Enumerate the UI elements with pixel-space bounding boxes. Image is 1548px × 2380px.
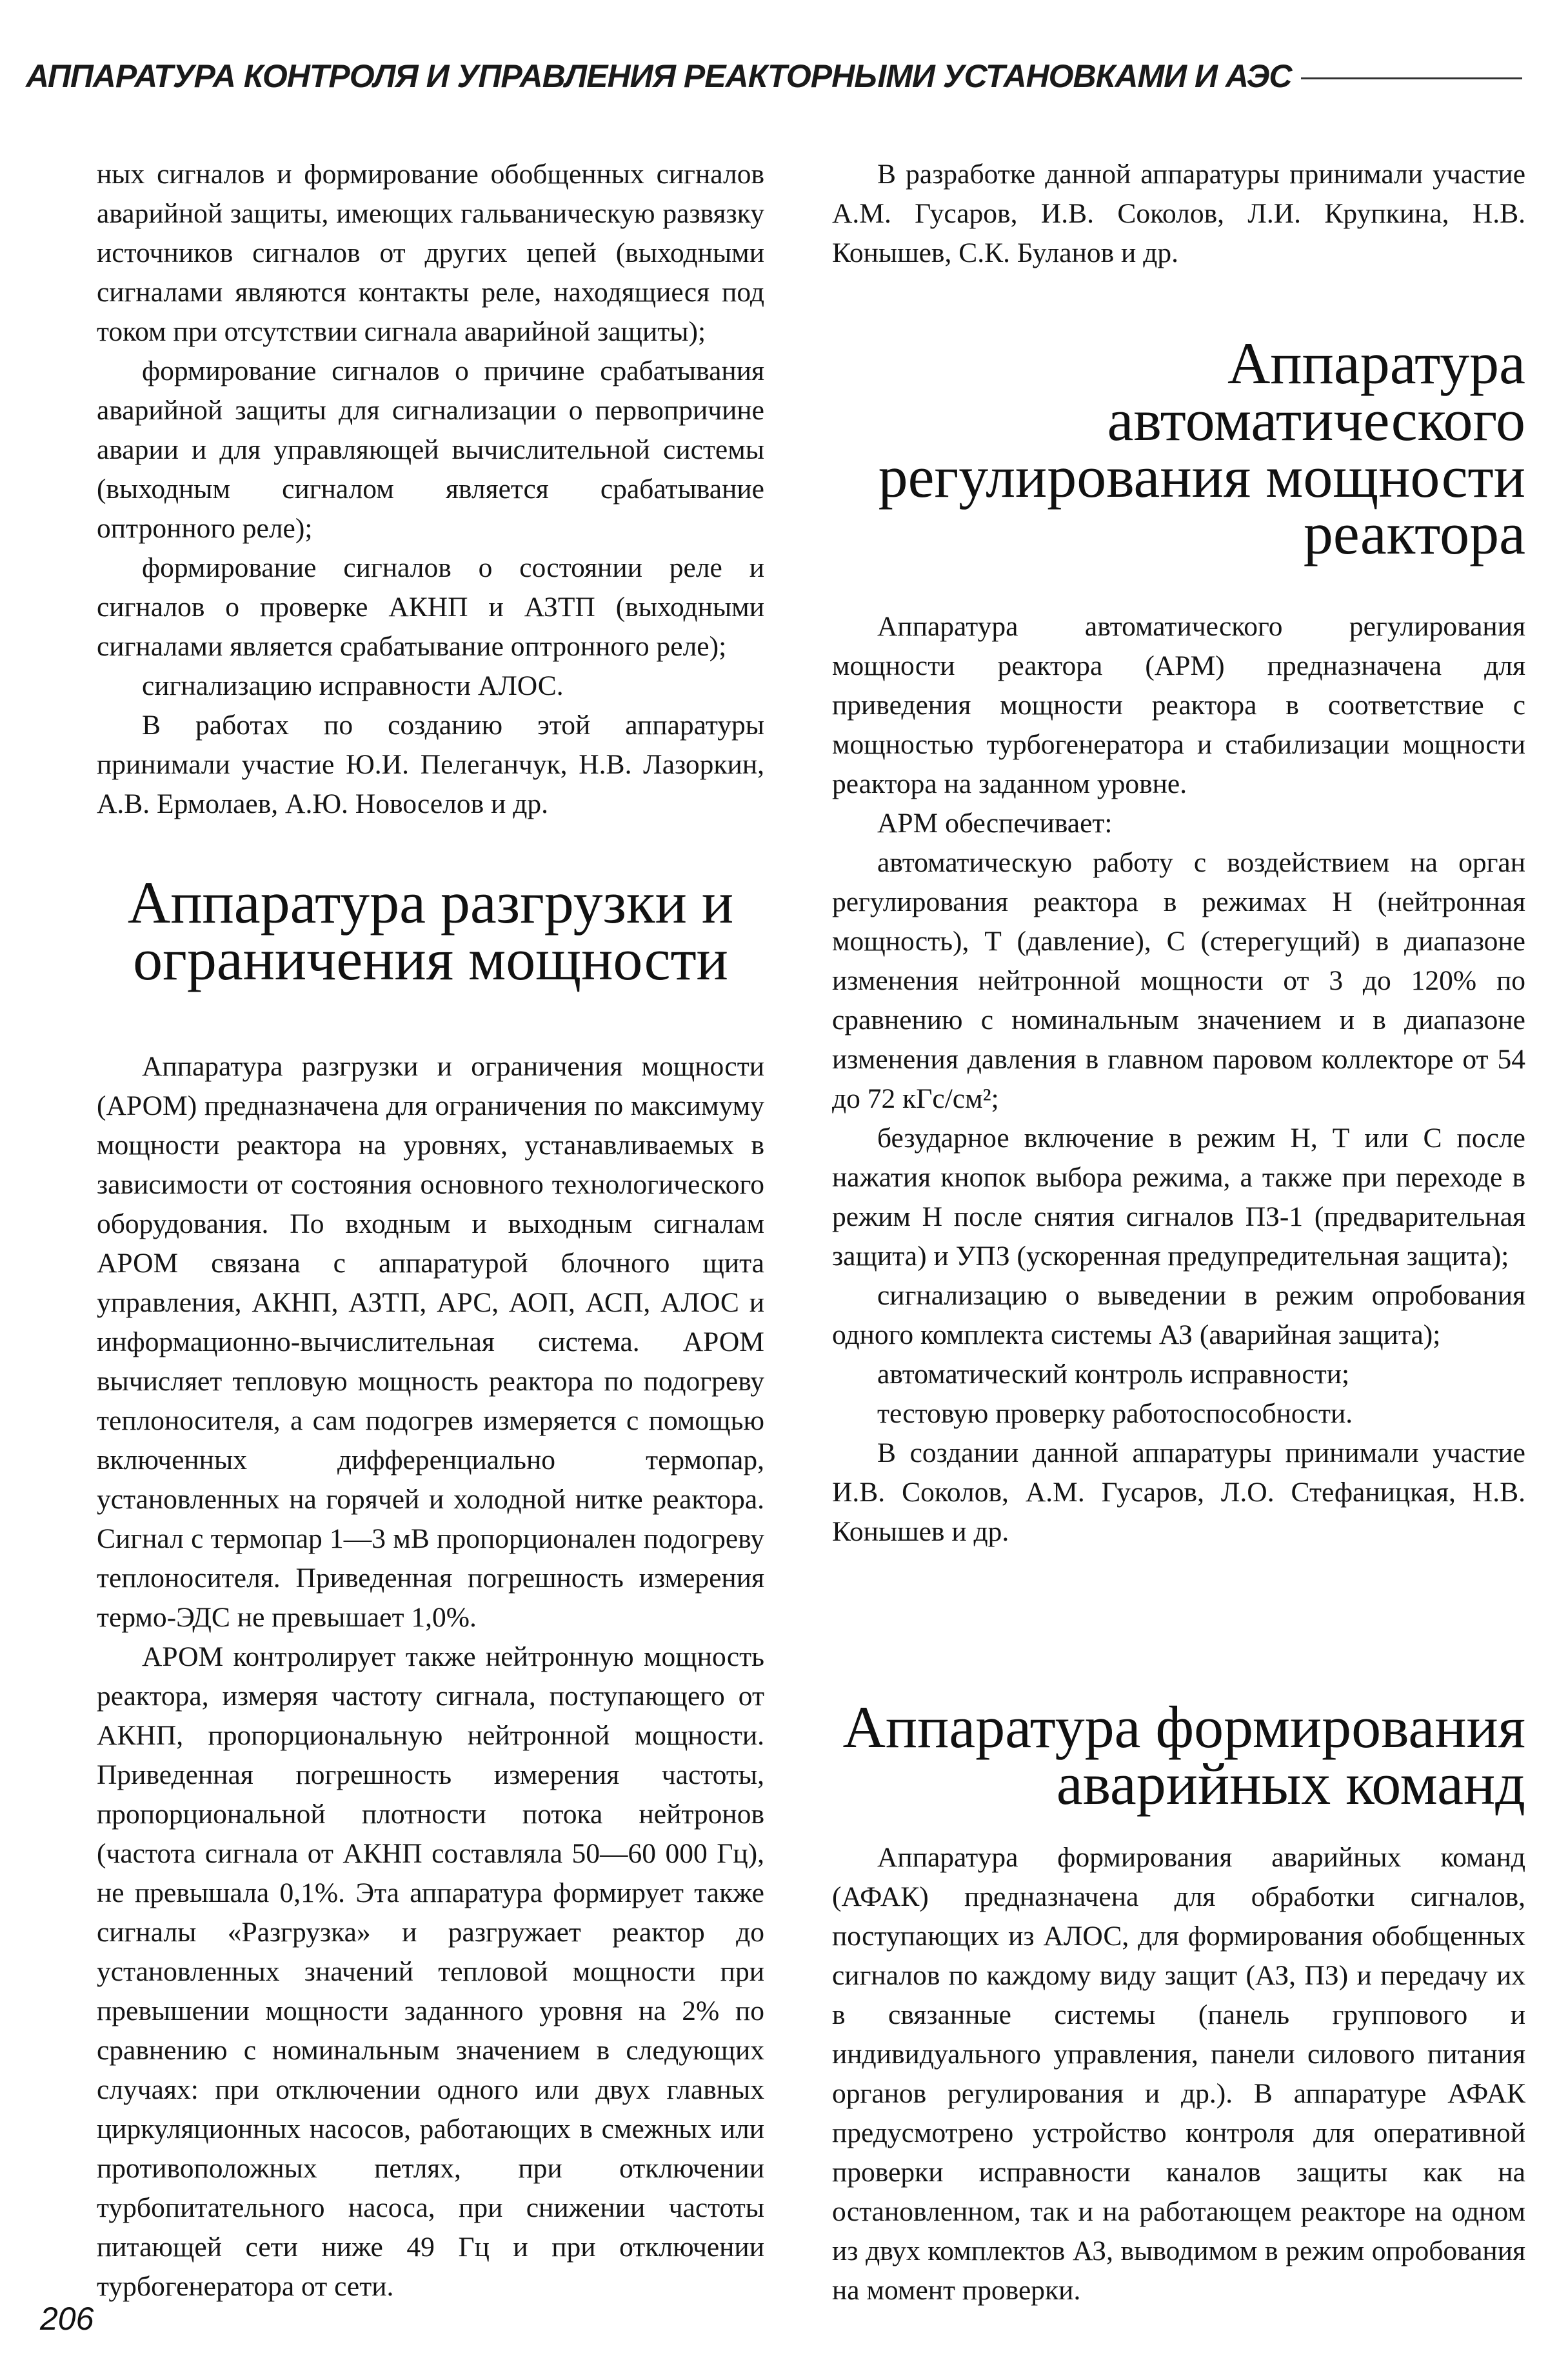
- paragraph: безударное включение в режим Н, Т или С после нажатия кнопок выбора режима, а также при переходе в режим Н после снятия сигналов ПЗ-1 (предварительная защита) и УПЗ (ускоренная предупредительная защита);: [832, 1123, 1525, 1272]
- paragraph: формирование сигналов о причине срабатывания аварийной защиты для сигнализации о первопричине аварии и для управляющей вычислительной системы (выходным сигналом является срабатывание оптронного реле);: [97, 355, 764, 544]
- paragraph: сигнализацию о выведении в режим опробования одного комплекта системы АЗ (аварийная защита);: [832, 1280, 1525, 1350]
- paragraph: сигнализацию исправности АЛОС.: [142, 670, 564, 701]
- paragraph: автоматическую работу с воздействием на орган регулирования реактора в режимах Н (нейтронная мощность), Т (давление), С (стерегущий) в диапазоне изменения нейтронной мощности от 3 до 120% по сравнению с номинальным значением и в диапазоне изменения давления в главном паровом коллекторе от 54 до 72 кГс/см²;: [832, 847, 1525, 1114]
- section-heading-arom: Аппаратура разгрузки и ограничения мощности: [127, 870, 734, 992]
- paragraph: В создании данной аппаратуры принимали участие И.В. Соколов, А.М. Гусаров, Л.О. Стефаницкая, Н.В. Конышев и др.: [832, 1437, 1525, 1547]
- paragraph: АРОМ контролирует также нейтронную мощность реактора, измеряя частоту сигнала, поступающего от АКНП, пропорциональную нейтронной мощности. Приведенная погрешность измерения частоты, пропорциональной плотности потока нейтронов (частота сигнала от АКНП составляла 50—60 000 Гц), не превышала 0,1%. Эта аппаратура формирует также сигналы «Разгрузка» и разгружает реактор до установленных значений тепловой мощности при превышении мощности заданного уровня на 2% по сравнению с номинальным значением в следующих случаях: при отключении одного или двух главных циркуляционных насосов, работающих в смежных или противоположных петлях, при отключении турбопитательного насоса, при снижении частоты питающей сети ниже 49 Гц и при отключении турбогенератора от сети.: [97, 1641, 764, 2302]
- running-header: [26, 50, 1522, 102]
- paragraph: формирование сигналов о состоянии реле и сигналов о проверке АКНП и АЗТП (выходными сигналами является срабатывание оптронного реле);: [97, 552, 764, 662]
- paragraph: Аппаратура формирования аварийных команд (АФАК) предназначена для обработки сигналов, поступающих из АЛОС, для формирования обобщенных сигналов по каждому виду защит (АЗ, ПЗ) и передачу их в связанные системы (панель группового и индивидуального управления, панели силового питания органов регулирования и др.). В аппаратуре АФАК предусмотрено устройство контроля для оперативной проверки исправности каналов защиты как на остановленном, так и на работающем реакторе на одном из двух комплектов АЗ, выводимом в режим опробования на момент проверки.: [832, 1842, 1525, 2306]
- paragraph: АРМ обеспечивает:: [877, 808, 1113, 839]
- paragraph: В разработке данной аппаратуры принимали участие А.М. Гусаров, И.В. Соколов, Л.И. Крупкина, Н.В. Конышев, С.К. Буланов и др.: [832, 159, 1525, 268]
- paragraph: Аппаратура автоматического регулирования мощности реактора (АРМ) предназначена для приведения мощности реактора в соответствие с мощностью турбогенератора и стабилизации мощности реактора на заданном уровне.: [832, 611, 1525, 799]
- section-heading-afak: Аппаратура формирования аварийных команд: [842, 1694, 1525, 1817]
- paragraph: автоматический контроль исправности;: [877, 1359, 1350, 1390]
- header-rule: [1301, 77, 1522, 79]
- section-heading-arm: Аппаратура автоматического регулирования мощности реактора: [878, 330, 1525, 566]
- paragraph: Аппаратура разгрузки и ограничения мощности (АРОМ) предназначена для ограничения по максимуму мощности реактора на уровнях, устанавливаемых в зависимости от состояния основного технологического оборудования. По входным и выходным сигналам АРОМ связана с аппаратурой блочного щита управления, АКНП, АЗТП, АРС, АОП, АСП, АЛОС и информационно-вычислительная система. АРОМ вычисляет тепловую мощность реактора по подогреву теплоносителя, а сам подогрев измеряется с помощью включенных дифференциально термопар, установленных на горячей и холодной нитке реактора. Сигнал с термопар 1—3 мВ пропорционален подогреву теплоносителя. Приведенная погрешность измерения термо-ЭДС не превышает 1,0%.: [97, 1051, 764, 1633]
- page-number: 206: [40, 2301, 94, 2337]
- right-column: [832, 155, 1525, 2310]
- running-header-title: АППАРАТУРА КОНТРОЛЯ И УПРАВЛЕНИЯ РЕАКТОРНЫМИ УСТАНОВКАМИ И АЭС: [26, 58, 1292, 94]
- left-column: [97, 155, 764, 2306]
- paragraph: ных сигналов и формирование обобщенных сигналов аварийной защиты, имеющих гальваническую развязку источников сигналов от других цепей (выходными сигналами являются контакты реле, находящиеся под током при отсутствии сигнала аварийной защиты);: [97, 159, 764, 347]
- paragraph: В работах по созданию этой аппаратуры принимали участие Ю.И. Пелеганчук, Н.В. Лазоркин, А.В. Ермолаев, А.Ю. Новоселов и др.: [97, 710, 764, 819]
- paragraph: тестовую проверку работоспособности.: [877, 1398, 1353, 1429]
